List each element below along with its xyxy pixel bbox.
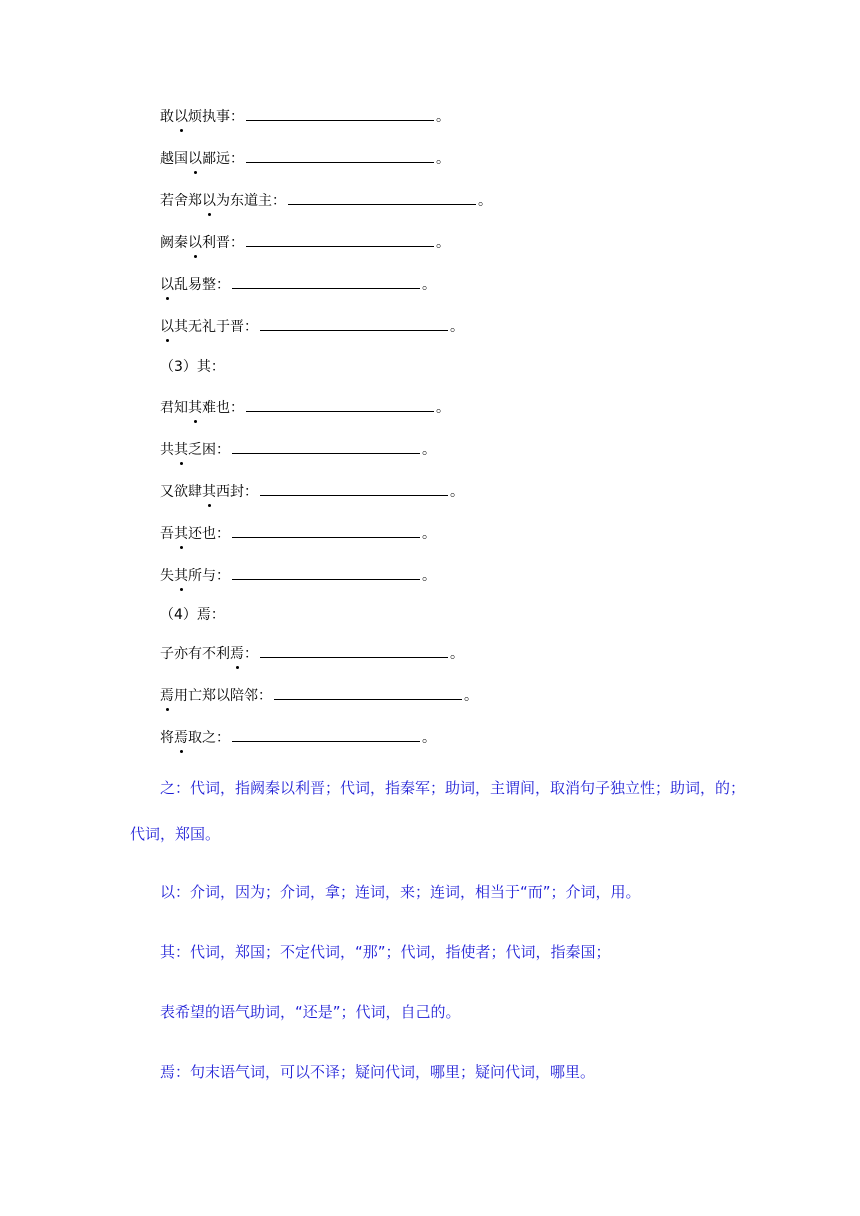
- line-end: 。: [422, 442, 436, 458]
- question-line: [160, 481, 464, 502]
- emphasized-char: 以: [188, 151, 202, 167]
- line-prefix: 敢: [160, 109, 174, 125]
- answer-blank[interactable]: [232, 274, 420, 289]
- answer-blank[interactable]: [232, 565, 420, 580]
- line-end: 。: [422, 568, 436, 584]
- line-end: 。: [436, 235, 450, 251]
- emphasized-char: 以: [188, 235, 202, 251]
- answer-blank[interactable]: [246, 397, 434, 412]
- answer-blank[interactable]: [260, 481, 448, 496]
- question-line: [160, 685, 478, 706]
- line-suffix: 还也：: [188, 526, 230, 542]
- line-prefix: 若舍郑: [160, 193, 202, 209]
- section-heading: （4）焉：: [160, 607, 225, 623]
- answer-blank[interactable]: [232, 523, 420, 538]
- line-suffix: 乱易整：: [174, 277, 230, 293]
- answer-blank[interactable]: [246, 232, 434, 247]
- emphasized-char: 以: [174, 109, 188, 125]
- line-prefix: 越国: [160, 151, 188, 167]
- answer-blank[interactable]: [246, 148, 434, 163]
- question-line: [160, 274, 436, 295]
- line-prefix: 君知: [160, 400, 188, 416]
- answer-text: 其：代词，郑国；不定代词，“那”；代词，指使者；代词，指秦国；: [160, 943, 611, 961]
- emphasized-char: 其: [188, 400, 202, 416]
- line-end: 。: [436, 151, 450, 167]
- answer-blank[interactable]: [260, 316, 448, 331]
- emphasized-char: 焉: [174, 730, 188, 746]
- line-suffix: 鄙远：: [202, 151, 244, 167]
- answer-blank[interactable]: [246, 106, 434, 121]
- question-line: [160, 727, 436, 748]
- question-line: [160, 523, 436, 544]
- emphasized-char: 以: [160, 277, 174, 293]
- line-suffix: 所与：: [188, 568, 230, 584]
- line-prefix: 阙秦: [160, 235, 188, 251]
- line-end: 。: [478, 193, 492, 209]
- question-line: [160, 439, 436, 460]
- line-end: 。: [464, 688, 478, 704]
- line-suffix: 西封：: [216, 484, 258, 500]
- emphasized-char: 其: [174, 568, 188, 584]
- question-line: [160, 232, 450, 253]
- line-suffix: 难也：: [202, 400, 244, 416]
- answer-text: 之：代词，指阙秦以利晋；代词，指秦军；助词，主谓间，取消句子独立性；助词，的；: [160, 779, 746, 797]
- question-line: [160, 106, 450, 127]
- line-suffix: 用亡郑以陪邻：: [174, 688, 272, 704]
- line-prefix: 共: [160, 442, 174, 458]
- answer-text: 焉：句末语气词，可以不译；疑问代词，哪里；疑问代词，哪里。: [160, 1063, 596, 1081]
- emphasized-char: 其: [202, 484, 216, 500]
- emphasized-char: 焉: [160, 688, 174, 704]
- line-end: 。: [450, 319, 464, 335]
- line-end: 。: [436, 109, 450, 125]
- answer-text: 代词，郑国。: [130, 825, 221, 843]
- answer-blank[interactable]: [232, 439, 420, 454]
- line-end: 。: [422, 277, 436, 293]
- line-suffix: 利晋：: [202, 235, 244, 251]
- answer-text: 以：介词，因为；介词，拿；连词，来；连词，相当于“而”；介词，用。: [160, 883, 641, 901]
- emphasized-char: 焉: [230, 646, 244, 662]
- line-end: 。: [422, 526, 436, 542]
- answer-blank[interactable]: [288, 190, 476, 205]
- line-end: 。: [450, 646, 464, 662]
- answer-text: 表希望的语气助词，“还是”；代词，自己的。: [160, 1003, 461, 1021]
- line-suffix: 乏困：: [188, 442, 230, 458]
- question-line: [160, 148, 450, 169]
- emphasized-char: 其: [174, 526, 188, 542]
- line-end: 。: [436, 400, 450, 416]
- line-prefix: 子亦有不利: [160, 646, 230, 662]
- answer-blank[interactable]: [260, 643, 448, 658]
- question-line: [160, 565, 436, 586]
- line-prefix: 吾: [160, 526, 174, 542]
- emphasized-char: 其: [174, 442, 188, 458]
- line-end: 。: [422, 730, 436, 746]
- line-prefix: 失: [160, 568, 174, 584]
- line-suffix: 取之：: [188, 730, 230, 746]
- line-suffix: ：: [244, 646, 258, 662]
- answer-blank[interactable]: [232, 727, 420, 742]
- line-prefix: 将: [160, 730, 174, 746]
- line-suffix: 为东道主：: [216, 193, 286, 209]
- question-line: [160, 316, 464, 337]
- line-prefix: 又欲肆: [160, 484, 202, 500]
- line-suffix: 烦执事：: [188, 109, 244, 125]
- emphasized-char: 以: [160, 319, 174, 335]
- question-line: [160, 643, 464, 664]
- line-end: 。: [450, 484, 464, 500]
- line-suffix: 其无礼于晋：: [174, 319, 258, 335]
- emphasized-char: 以: [202, 193, 216, 209]
- question-line: [160, 190, 492, 211]
- section-heading: （3）其：: [160, 359, 225, 375]
- answer-blank[interactable]: [274, 685, 462, 700]
- question-line: [160, 397, 450, 418]
